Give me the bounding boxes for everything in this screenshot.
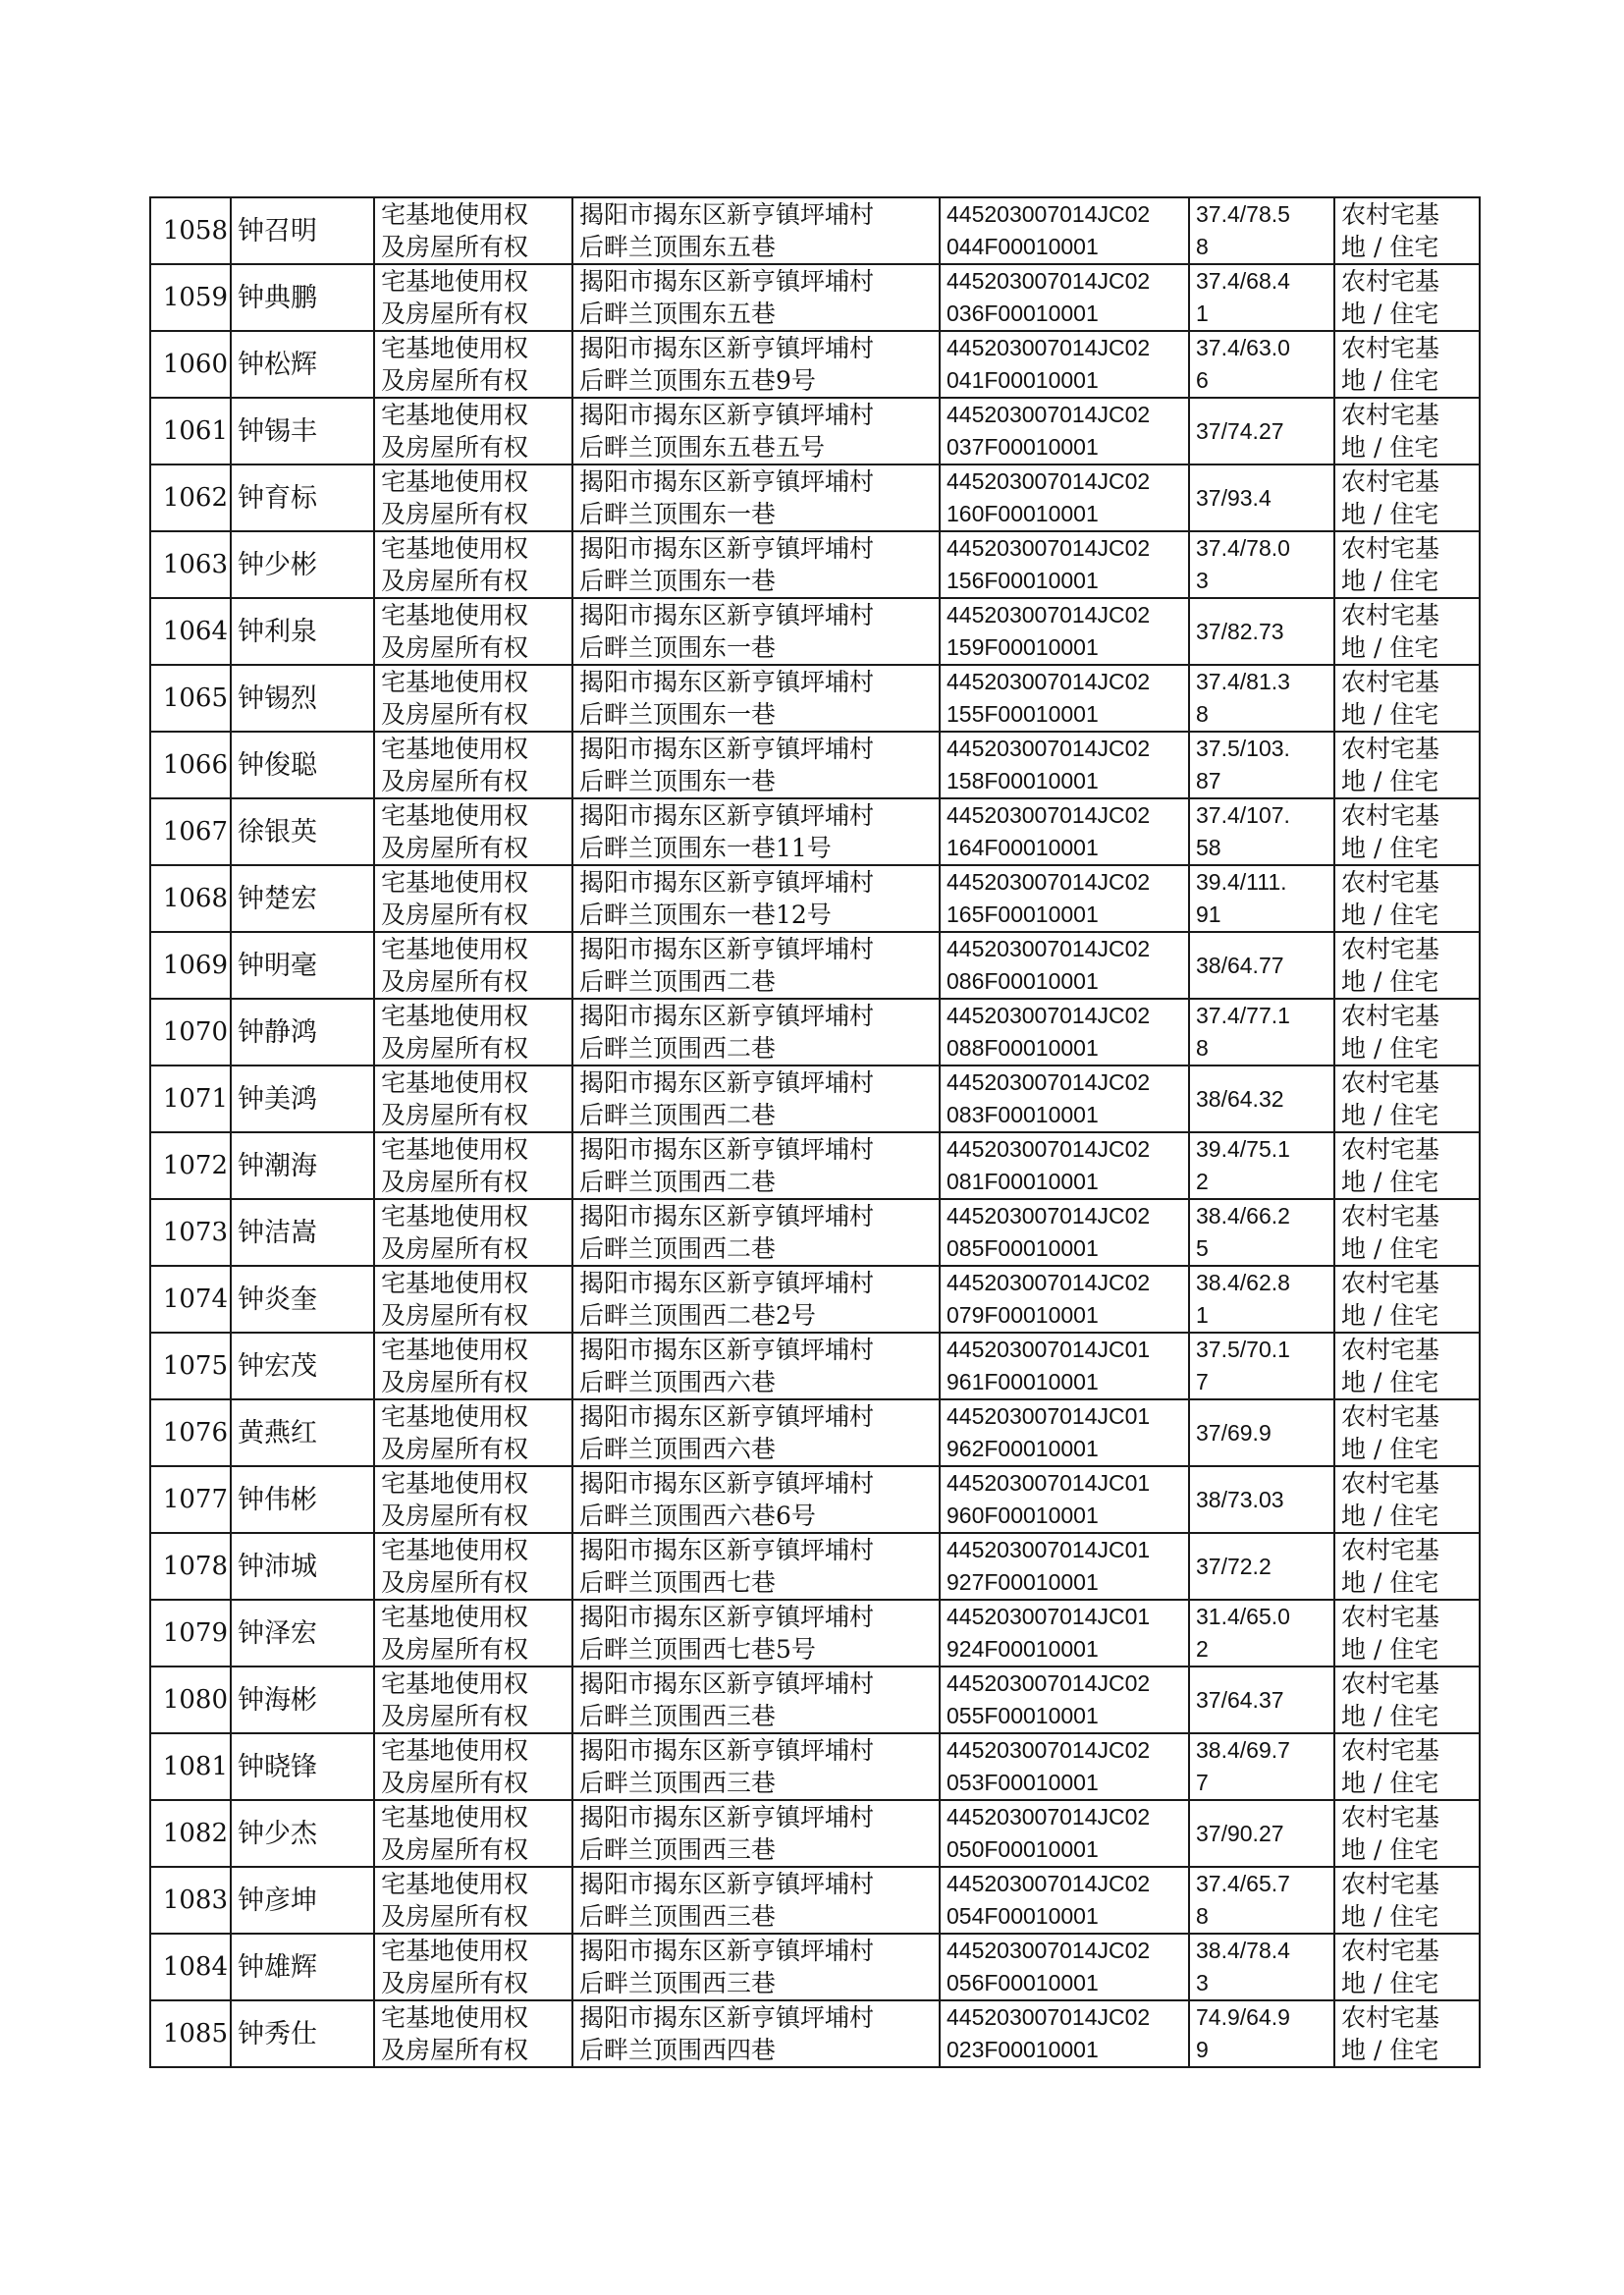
- right-type-cell: 宅基地使用权 及房屋所有权: [374, 398, 572, 464]
- area-cell: 37/82.73: [1189, 598, 1334, 665]
- land-use-cell: 农村宅基 地 / 住宅: [1334, 331, 1480, 398]
- unit-code-cell: 445203007014JC02 083F00010001: [940, 1066, 1189, 1132]
- right-type-cell: 宅基地使用权 及房屋所有权: [374, 598, 572, 665]
- table-row: [150, 1066, 1480, 1132]
- land-use-cell: 农村宅基 地 / 住宅: [1334, 464, 1480, 531]
- unit-code-cell: 445203007014JC02 159F00010001: [940, 598, 1189, 665]
- land-use-cell: 农村宅基 地 / 住宅: [1334, 1266, 1480, 1333]
- table-row: [150, 1466, 1480, 1533]
- address-cell: 揭阳市揭东区新亨镇坪埔村 后畔兰顶围西二巷: [572, 999, 940, 1066]
- area-cell: 39.4/111. 91: [1189, 865, 1334, 932]
- area-cell: 39.4/75.1 2: [1189, 1132, 1334, 1199]
- area-cell: 37/74.27: [1189, 398, 1334, 464]
- address-cell: 揭阳市揭东区新亨镇坪埔村 后畔兰顶围西三巷: [572, 1867, 940, 1934]
- right-type-cell: 宅基地使用权 及房屋所有权: [374, 1667, 572, 1733]
- right-type-cell: 宅基地使用权 及房屋所有权: [374, 665, 572, 732]
- address-cell: 揭阳市揭东区新亨镇坪埔村 后畔兰顶围东五巷: [572, 264, 940, 331]
- land-use-cell: 农村宅基 地 / 住宅: [1334, 197, 1480, 264]
- area-cell: 37.4/78.5 8: [1189, 197, 1334, 264]
- address-cell: 揭阳市揭东区新亨镇坪埔村 后畔兰顶围西二巷: [572, 932, 940, 999]
- owner-name-cell: 钟少杰: [231, 1800, 374, 1867]
- unit-code-cell: 445203007014JC02 155F00010001: [940, 665, 1189, 732]
- owner-name-cell: 钟潮海: [231, 1132, 374, 1199]
- land-use-cell: 农村宅基 地 / 住宅: [1334, 2000, 1480, 2067]
- owner-name-cell: 钟静鸿: [231, 999, 374, 1066]
- owner-name-cell: 钟少彬: [231, 531, 374, 598]
- unit-code-cell: 445203007014JC02 086F00010001: [940, 932, 1189, 999]
- row-number-cell: 1080: [150, 1667, 231, 1733]
- row-number-cell: 1062: [150, 464, 231, 531]
- owner-name-cell: 钟伟彬: [231, 1466, 374, 1533]
- table-row: [150, 464, 1480, 531]
- area-cell: 38.4/78.4 3: [1189, 1934, 1334, 2000]
- row-number-cell: 1075: [150, 1333, 231, 1399]
- owner-name-cell: 钟晓锋: [231, 1733, 374, 1800]
- land-use-cell: 农村宅基 地 / 住宅: [1334, 865, 1480, 932]
- row-number-cell: 1073: [150, 1199, 231, 1266]
- area-cell: 38.4/62.8 1: [1189, 1266, 1334, 1333]
- right-type-cell: 宅基地使用权 及房屋所有权: [374, 1867, 572, 1934]
- right-type-cell: 宅基地使用权 及房屋所有权: [374, 1466, 572, 1533]
- right-type-cell: 宅基地使用权 及房屋所有权: [374, 1800, 572, 1867]
- unit-code-cell: 445203007014JC02 085F00010001: [940, 1199, 1189, 1266]
- address-cell: 揭阳市揭东区新亨镇坪埔村 后畔兰顶围东五巷9号: [572, 331, 940, 398]
- address-cell: 揭阳市揭东区新亨镇坪埔村 后畔兰顶围西七巷5号: [572, 1600, 940, 1667]
- table-body: [150, 197, 1480, 2067]
- unit-code-cell: 445203007014JC02 081F00010001: [940, 1132, 1189, 1199]
- area-cell: 38.4/69.7 7: [1189, 1733, 1334, 1800]
- address-cell: 揭阳市揭东区新亨镇坪埔村 后畔兰顶围西三巷: [572, 1934, 940, 2000]
- unit-code-cell: 445203007014JC01 962F00010001: [940, 1399, 1189, 1466]
- land-use-cell: 农村宅基 地 / 住宅: [1334, 1199, 1480, 1266]
- area-cell: 37.4/107. 58: [1189, 798, 1334, 865]
- row-number-cell: 1083: [150, 1867, 231, 1934]
- right-type-cell: 宅基地使用权 及房屋所有权: [374, 932, 572, 999]
- right-type-cell: 宅基地使用权 及房屋所有权: [374, 464, 572, 531]
- right-type-cell: 宅基地使用权 及房屋所有权: [374, 264, 572, 331]
- area-cell: 37/93.4: [1189, 464, 1334, 531]
- area-cell: 37.4/63.0 6: [1189, 331, 1334, 398]
- row-number-cell: 1060: [150, 331, 231, 398]
- owner-name-cell: 钟典鹏: [231, 264, 374, 331]
- owner-name-cell: 钟海彬: [231, 1667, 374, 1733]
- table-row: [150, 1934, 1480, 2000]
- row-number-cell: 1081: [150, 1733, 231, 1800]
- row-number-cell: 1074: [150, 1266, 231, 1333]
- right-type-cell: 宅基地使用权 及房屋所有权: [374, 865, 572, 932]
- owner-name-cell: 钟沛城: [231, 1533, 374, 1600]
- address-cell: 揭阳市揭东区新亨镇坪埔村 后畔兰顶围东一巷: [572, 732, 940, 798]
- row-number-cell: 1069: [150, 932, 231, 999]
- land-use-cell: 农村宅基 地 / 住宅: [1334, 798, 1480, 865]
- unit-code-cell: 445203007014JC02 036F00010001: [940, 264, 1189, 331]
- table-row: [150, 398, 1480, 464]
- area-cell: 37/69.9: [1189, 1399, 1334, 1466]
- unit-code-cell: 445203007014JC02 053F00010001: [940, 1733, 1189, 1800]
- owner-name-cell: 钟美鸿: [231, 1066, 374, 1132]
- row-number-cell: 1070: [150, 999, 231, 1066]
- table-row: [150, 798, 1480, 865]
- owner-name-cell: 钟雄辉: [231, 1934, 374, 2000]
- right-type-cell: 宅基地使用权 及房屋所有权: [374, 531, 572, 598]
- table-row: [150, 1399, 1480, 1466]
- address-cell: 揭阳市揭东区新亨镇坪埔村 后畔兰顶围东五巷五号: [572, 398, 940, 464]
- land-use-cell: 农村宅基 地 / 住宅: [1334, 1600, 1480, 1667]
- table-row: [150, 1199, 1480, 1266]
- land-use-cell: 农村宅基 地 / 住宅: [1334, 1466, 1480, 1533]
- area-cell: 38/64.77: [1189, 932, 1334, 999]
- row-number-cell: 1072: [150, 1132, 231, 1199]
- owner-name-cell: 钟楚宏: [231, 865, 374, 932]
- land-use-cell: 农村宅基 地 / 住宅: [1334, 1934, 1480, 2000]
- table-row: [150, 1600, 1480, 1667]
- right-type-cell: 宅基地使用权 及房屋所有权: [374, 197, 572, 264]
- owner-name-cell: 钟彦坤: [231, 1867, 374, 1934]
- table-row: [150, 932, 1480, 999]
- table-row: [150, 1533, 1480, 1600]
- owner-name-cell: 钟泽宏: [231, 1600, 374, 1667]
- right-type-cell: 宅基地使用权 及房屋所有权: [374, 331, 572, 398]
- unit-code-cell: 445203007014JC02 165F00010001: [940, 865, 1189, 932]
- land-use-cell: 农村宅基 地 / 住宅: [1334, 1399, 1480, 1466]
- address-cell: 揭阳市揭东区新亨镇坪埔村 后畔兰顶围西二巷: [572, 1066, 940, 1132]
- unit-code-cell: 445203007014JC02 054F00010001: [940, 1867, 1189, 1934]
- land-use-cell: 农村宅基 地 / 住宅: [1334, 264, 1480, 331]
- land-use-cell: 农村宅基 地 / 住宅: [1334, 1667, 1480, 1733]
- row-number-cell: 1082: [150, 1800, 231, 1867]
- right-type-cell: 宅基地使用权 及房屋所有权: [374, 1132, 572, 1199]
- unit-code-cell: 445203007014JC02 156F00010001: [940, 531, 1189, 598]
- area-cell: 37.5/103. 87: [1189, 732, 1334, 798]
- table-row: [150, 1132, 1480, 1199]
- row-number-cell: 1085: [150, 2000, 231, 2067]
- unit-code-cell: 445203007014JC02 158F00010001: [940, 732, 1189, 798]
- owner-name-cell: 钟锡烈: [231, 665, 374, 732]
- table-row: [150, 665, 1480, 732]
- land-use-cell: 农村宅基 地 / 住宅: [1334, 1132, 1480, 1199]
- land-use-cell: 农村宅基 地 / 住宅: [1334, 732, 1480, 798]
- address-cell: 揭阳市揭东区新亨镇坪埔村 后畔兰顶围西三巷: [572, 1733, 940, 1800]
- row-number-cell: 1079: [150, 1600, 231, 1667]
- area-cell: 37/72.2: [1189, 1533, 1334, 1600]
- land-use-cell: 农村宅基 地 / 住宅: [1334, 1066, 1480, 1132]
- row-number-cell: 1071: [150, 1066, 231, 1132]
- owner-name-cell: 钟利泉: [231, 598, 374, 665]
- table-row: [150, 598, 1480, 665]
- unit-code-cell: 445203007014JC02 056F00010001: [940, 1934, 1189, 2000]
- area-cell: 31.4/65.0 2: [1189, 1600, 1334, 1667]
- address-cell: 揭阳市揭东区新亨镇坪埔村 后畔兰顶围东一巷: [572, 598, 940, 665]
- right-type-cell: 宅基地使用权 及房屋所有权: [374, 1266, 572, 1333]
- right-type-cell: 宅基地使用权 及房屋所有权: [374, 1934, 572, 2000]
- address-cell: 揭阳市揭东区新亨镇坪埔村 后畔兰顶围西七巷: [572, 1533, 940, 1600]
- area-cell: 37.4/65.7 8: [1189, 1867, 1334, 1934]
- address-cell: 揭阳市揭东区新亨镇坪埔村 后畔兰顶围西六巷6号: [572, 1466, 940, 1533]
- right-type-cell: 宅基地使用权 及房屋所有权: [374, 1399, 572, 1466]
- land-use-cell: 农村宅基 地 / 住宅: [1334, 1333, 1480, 1399]
- unit-code-cell: 445203007014JC02 055F00010001: [940, 1667, 1189, 1733]
- right-type-cell: 宅基地使用权 及房屋所有权: [374, 1733, 572, 1800]
- unit-code-cell: 445203007014JC02 044F00010001: [940, 197, 1189, 264]
- owner-name-cell: 钟俊聪: [231, 732, 374, 798]
- table-row: [150, 732, 1480, 798]
- unit-code-cell: 445203007014JC02 079F00010001: [940, 1266, 1189, 1333]
- unit-code-cell: 445203007014JC01 924F00010001: [940, 1600, 1189, 1667]
- table-row: [150, 197, 1480, 264]
- address-cell: 揭阳市揭东区新亨镇坪埔村 后畔兰顶围西三巷: [572, 1667, 940, 1733]
- address-cell: 揭阳市揭东区新亨镇坪埔村 后畔兰顶围西二巷: [572, 1132, 940, 1199]
- table-row: [150, 1867, 1480, 1934]
- address-cell: 揭阳市揭东区新亨镇坪埔村 后畔兰顶围西六巷: [572, 1399, 940, 1466]
- right-type-cell: 宅基地使用权 及房屋所有权: [374, 798, 572, 865]
- unit-code-cell: 445203007014JC02 164F00010001: [940, 798, 1189, 865]
- row-number-cell: 1065: [150, 665, 231, 732]
- row-number-cell: 1066: [150, 732, 231, 798]
- owner-name-cell: 钟育标: [231, 464, 374, 531]
- land-use-cell: 农村宅基 地 / 住宅: [1334, 598, 1480, 665]
- address-cell: 揭阳市揭东区新亨镇坪埔村 后畔兰顶围东一巷: [572, 531, 940, 598]
- owner-name-cell: 钟松辉: [231, 331, 374, 398]
- right-type-cell: 宅基地使用权 及房屋所有权: [374, 1333, 572, 1399]
- unit-code-cell: 445203007014JC02 023F00010001: [940, 2000, 1189, 2067]
- address-cell: 揭阳市揭东区新亨镇坪埔村 后畔兰顶围东五巷: [572, 197, 940, 264]
- land-use-cell: 农村宅基 地 / 住宅: [1334, 1533, 1480, 1600]
- right-type-cell: 宅基地使用权 及房屋所有权: [374, 1533, 572, 1600]
- table-row: [150, 999, 1480, 1066]
- address-cell: 揭阳市揭东区新亨镇坪埔村 后畔兰顶围东一巷11号: [572, 798, 940, 865]
- owner-name-cell: 钟宏茂: [231, 1333, 374, 1399]
- row-number-cell: 1064: [150, 598, 231, 665]
- owner-name-cell: 钟锡丰: [231, 398, 374, 464]
- table-row: [150, 531, 1480, 598]
- land-use-cell: 农村宅基 地 / 住宅: [1334, 1733, 1480, 1800]
- row-number-cell: 1084: [150, 1934, 231, 2000]
- table-row: [150, 1266, 1480, 1333]
- unit-code-cell: 445203007014JC01 961F00010001: [940, 1333, 1189, 1399]
- row-number-cell: 1058: [150, 197, 231, 264]
- address-cell: 揭阳市揭东区新亨镇坪埔村 后畔兰顶围东一巷: [572, 464, 940, 531]
- row-number-cell: 1068: [150, 865, 231, 932]
- row-number-cell: 1061: [150, 398, 231, 464]
- area-cell: 37.5/70.1 7: [1189, 1333, 1334, 1399]
- address-cell: 揭阳市揭东区新亨镇坪埔村 后畔兰顶围西三巷: [572, 1800, 940, 1867]
- area-cell: 74.9/64.9 9: [1189, 2000, 1334, 2067]
- table-row: [150, 1733, 1480, 1800]
- row-number-cell: 1076: [150, 1399, 231, 1466]
- land-use-cell: 农村宅基 地 / 住宅: [1334, 398, 1480, 464]
- area-cell: 37.4/68.4 1: [1189, 264, 1334, 331]
- address-cell: 揭阳市揭东区新亨镇坪埔村 后畔兰顶围西二巷2号: [572, 1266, 940, 1333]
- area-cell: 38/73.03: [1189, 1466, 1334, 1533]
- unit-code-cell: 445203007014JC02 160F00010001: [940, 464, 1189, 531]
- area-cell: 37/64.37: [1189, 1667, 1334, 1733]
- owner-name-cell: 钟召明: [231, 197, 374, 264]
- area-cell: 38/64.32: [1189, 1066, 1334, 1132]
- right-type-cell: 宅基地使用权 及房屋所有权: [374, 999, 572, 1066]
- table-row: [150, 2000, 1480, 2067]
- land-use-cell: 农村宅基 地 / 住宅: [1334, 531, 1480, 598]
- table-row: [150, 1800, 1480, 1867]
- owner-name-cell: 钟炎奎: [231, 1266, 374, 1333]
- row-number-cell: 1067: [150, 798, 231, 865]
- property-rights-table: [149, 196, 1481, 2068]
- table-row: [150, 264, 1480, 331]
- area-cell: 37.4/81.3 8: [1189, 665, 1334, 732]
- owner-name-cell: 钟洁嵩: [231, 1199, 374, 1266]
- owner-name-cell: 黄燕红: [231, 1399, 374, 1466]
- right-type-cell: 宅基地使用权 及房屋所有权: [374, 1199, 572, 1266]
- address-cell: 揭阳市揭东区新亨镇坪埔村 后畔兰顶围西四巷: [572, 2000, 940, 2067]
- address-cell: 揭阳市揭东区新亨镇坪埔村 后畔兰顶围西二巷: [572, 1199, 940, 1266]
- table-row: [150, 331, 1480, 398]
- row-number-cell: 1063: [150, 531, 231, 598]
- land-use-cell: 农村宅基 地 / 住宅: [1334, 999, 1480, 1066]
- land-use-cell: 农村宅基 地 / 住宅: [1334, 932, 1480, 999]
- table-row: [150, 1333, 1480, 1399]
- right-type-cell: 宅基地使用权 及房屋所有权: [374, 1066, 572, 1132]
- land-use-cell: 农村宅基 地 / 住宅: [1334, 1800, 1480, 1867]
- table-row: [150, 865, 1480, 932]
- row-number-cell: 1059: [150, 264, 231, 331]
- unit-code-cell: 445203007014JC01 960F00010001: [940, 1466, 1189, 1533]
- unit-code-cell: 445203007014JC02 050F00010001: [940, 1800, 1189, 1867]
- owner-name-cell: 钟秀仕: [231, 2000, 374, 2067]
- table-row: [150, 1667, 1480, 1733]
- right-type-cell: 宅基地使用权 及房屋所有权: [374, 732, 572, 798]
- row-number-cell: 1078: [150, 1533, 231, 1600]
- right-type-cell: 宅基地使用权 及房屋所有权: [374, 2000, 572, 2067]
- unit-code-cell: 445203007014JC02 041F00010001: [940, 331, 1189, 398]
- unit-code-cell: 445203007014JC01 927F00010001: [940, 1533, 1189, 1600]
- owner-name-cell: 徐银英: [231, 798, 374, 865]
- address-cell: 揭阳市揭东区新亨镇坪埔村 后畔兰顶围东一巷12号: [572, 865, 940, 932]
- address-cell: 揭阳市揭东区新亨镇坪埔村 后畔兰顶围西六巷: [572, 1333, 940, 1399]
- owner-name-cell: 钟明毫: [231, 932, 374, 999]
- land-use-cell: 农村宅基 地 / 住宅: [1334, 665, 1480, 732]
- address-cell: 揭阳市揭东区新亨镇坪埔村 后畔兰顶围东一巷: [572, 665, 940, 732]
- unit-code-cell: 445203007014JC02 037F00010001: [940, 398, 1189, 464]
- row-number-cell: 1077: [150, 1466, 231, 1533]
- area-cell: 37.4/77.1 8: [1189, 999, 1334, 1066]
- land-use-cell: 农村宅基 地 / 住宅: [1334, 1867, 1480, 1934]
- unit-code-cell: 445203007014JC02 088F00010001: [940, 999, 1189, 1066]
- area-cell: 38.4/66.2 5: [1189, 1199, 1334, 1266]
- area-cell: 37.4/78.0 3: [1189, 531, 1334, 598]
- area-cell: 37/90.27: [1189, 1800, 1334, 1867]
- right-type-cell: 宅基地使用权 及房屋所有权: [374, 1600, 572, 1667]
